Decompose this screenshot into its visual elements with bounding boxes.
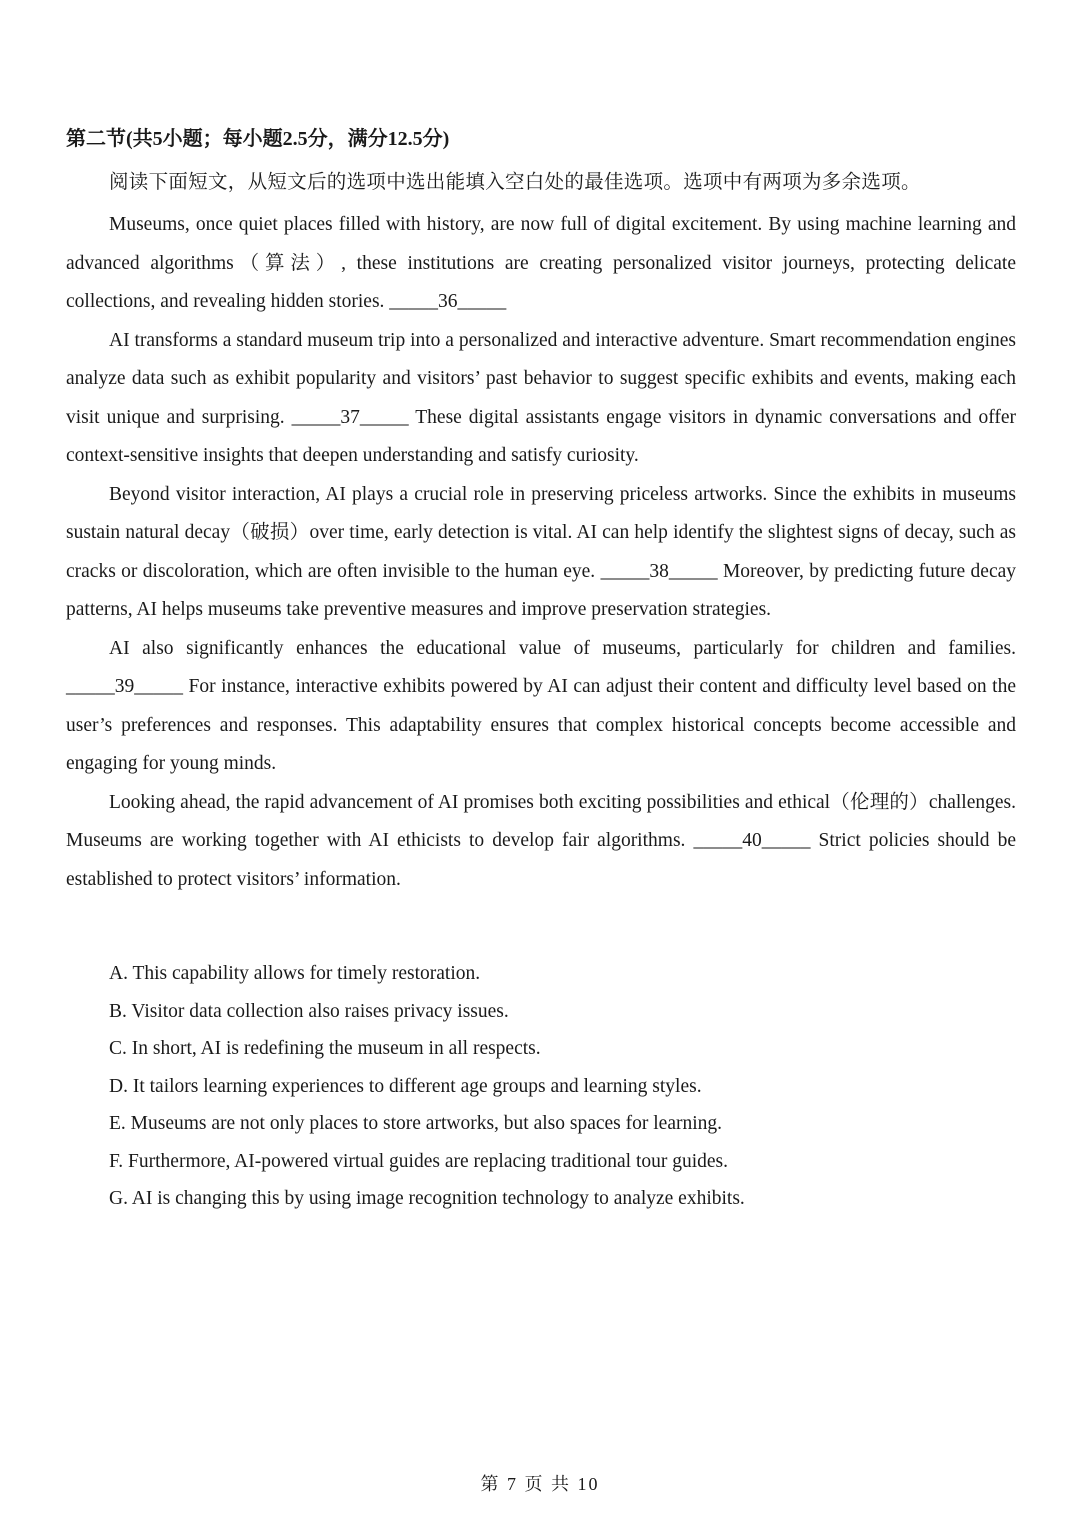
option-g: G. AI is changing this by using image recognition technology to analyze exhibits. (109, 1188, 745, 1209)
option-f: F. Furthermore, AI-powered virtual guides are replacing traditional tour guides. (109, 1150, 729, 1172)
option-a: A. This capability allows for timely restoration. (109, 963, 481, 984)
paragraph-text: For instance, interactive exhibits powered by AI can adjust their content and difficulty level based on the user’s preferences and responses. This adaptability ensures that complex historical concepts become accessible and engaging for young minds. (66, 676, 1016, 774)
paragraph-text: Museums, once quiet places filled with history, are now full of digital excitement. By using machine learning and advanced algorithms（算法）, these institutions are creating personalized visitor journeys, protecting delicate collections, and revealing hidden stories. (66, 214, 1016, 312)
paragraph-text: Strict policies should be established to protect visitors’ information. (66, 830, 1017, 890)
option-d: D. It tailors learning experiences to different age groups and learning styles. (109, 1075, 702, 1097)
option-e: E. Museums are not only places to store artworks, but also spaces for learning. (109, 1113, 723, 1134)
page-footer: 第 7 页 共 10 (480, 1474, 600, 1494)
answer-blank: _____40_____ (693, 830, 811, 851)
passage-paragraph (66, 630, 1016, 784)
answer-blank: _____38_____ (600, 560, 718, 582)
paragraph-text: AI also significantly enhances the educational value of museums, particularly for children and families. (109, 637, 1016, 659)
option-c: C. In short, AI is redefining the museum in all respects. (109, 1038, 541, 1059)
answer-blank: _____39_____ (66, 676, 183, 697)
section-instruction: 阅读下面短文，从短文后的选项中选出能填入空白处的最佳选项。选项中有两项为多余选项。 (109, 172, 921, 193)
passage-paragraph (66, 322, 1016, 476)
passage (66, 206, 1016, 899)
paragraph-text: These digital assistants engage visitors in dynamic conversations and offer context-sensitive insights that deepen understanding and satisfy curiosity. (66, 406, 1016, 466)
option-b: B. Visitor data collection also raises privacy issues. (109, 1000, 509, 1022)
passage-paragraph (66, 784, 1016, 900)
paragraph-text: Beyond visitor interaction, AI plays a crucial role in preserving priceless artworks. Since the exhibits in museums sustain natural decay（破损）over time, early detection is vital. AI can help identify the slightest signs of decay, such as cracks or discoloration, which are often invisible to the human eye. (66, 483, 1016, 582)
paragraph-text: Looking ahead, the rapid advancement of AI promises both exciting possibilities and ethical（伦理的）challenges. Museums are working together with AI ethicists to develop fair algorithms. (66, 791, 1016, 851)
passage-paragraph (66, 206, 1016, 322)
paragraph-text: AI transforms a standard museum trip into a personalized and interactive adventure. Smart recommendation engines analyze data such as exhibit popularity and visitors’ past behavior to suggest specific exhibits and events, making each visit unique and surprising. (66, 329, 1016, 428)
passage-paragraph (66, 476, 1016, 630)
answer-blank: _____36_____ (389, 291, 507, 312)
answer-options (66, 955, 1016, 1218)
section-title: 第二节(共5小题；每小题2.5分，满分12.5分) (66, 128, 450, 150)
exam-page (66, 122, 1016, 1218)
paragraph-text: Moreover, by predicting future decay patterns, AI helps museums take preventive measures and improve preservation strategies. (66, 560, 1017, 620)
answer-blank: _____37_____ (291, 406, 409, 428)
